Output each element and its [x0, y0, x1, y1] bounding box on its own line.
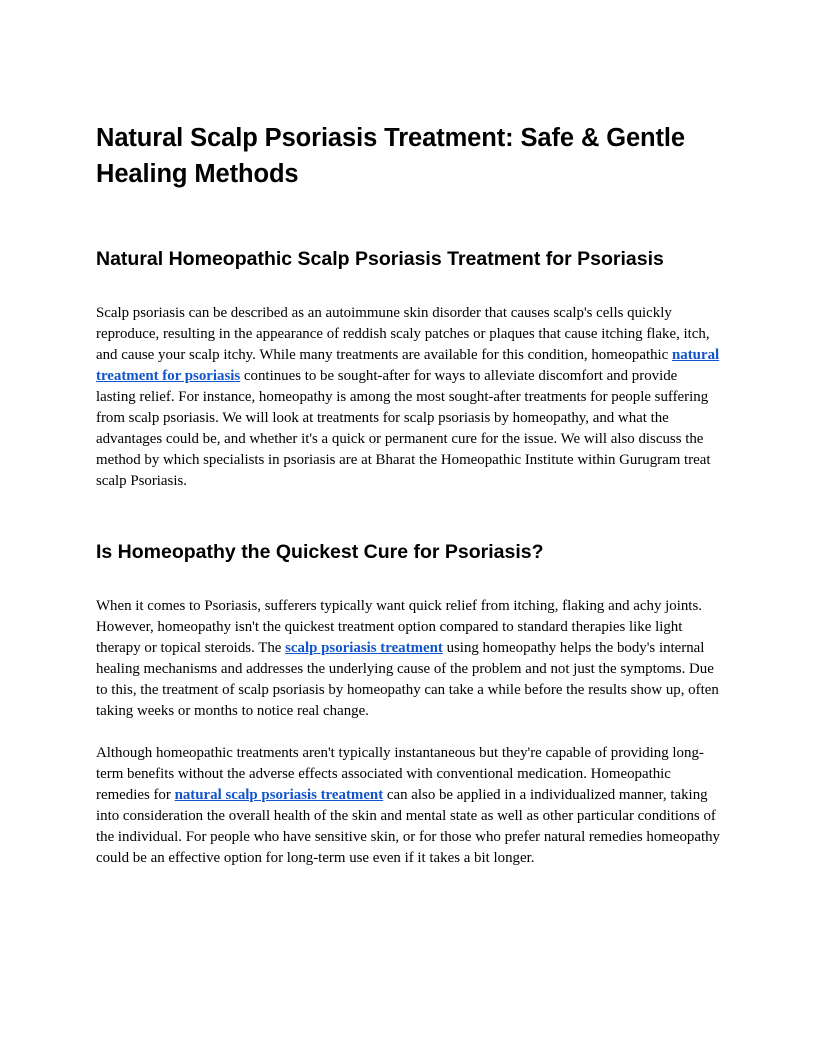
- link-scalp-psoriasis-treatment[interactable]: scalp psoriasis treatment: [285, 640, 443, 656]
- section-heading-quickest-cure: Is Homeopathy the Quickest Cure for Psoriasis?: [96, 541, 544, 563]
- paragraph-text: using homeopathy helps the body's internal healing mechanisms and addresses the underlying cause of the problem and not just the symptoms. Due to this, the treatment of scalp psoriasis by homeopathy can take a while before the results show up, often taking weeks or months to notice real change.: [96, 640, 719, 719]
- paragraph-text: Scalp psoriasis can be described as an autoimmune skin disorder that causes scalp's cells quickly reproduce, resulting in the appearance of reddish scaly patches or plaques that cause itching flake, itch, and cause your scalp itchy. While many treatments are available for this condition, homeopathic: [96, 305, 710, 363]
- paragraph-text: continues to be sought-after for ways to alleviate discomfort and provide lasting relief. For instance, homeopathy is among the most sought-after treatments for people suffering from scalp psoriasis. We will look at treatments for scalp psoriasis by homeopathy, and what the advantages could be, and whether it's a quick or permanent cure for the issue. We will also discuss the method by which specialists in psoriasis are at Bharat the Homeopathic Institute within Gurugram treat scalp Psoriasis.: [96, 368, 711, 489]
- paragraph-text: can also be applied in a individualized manner, taking into consideration the overall health of the skin and mental state as well as other particular conditions of the individual. For people who have sensitive skin, or for those who prefer natural remedies homeopathy could be an effective option for long-term use even if it takes a bit longer.: [96, 787, 721, 866]
- paragraph-intro: [96, 303, 720, 492]
- paragraph-text: Although homeopathic treatments aren't typically instantaneous but they're capable of providing long-term benefits without the adverse effects associated with conventional medication. Homeopathic remedies for: [96, 745, 704, 803]
- link-natural-treatment-for-psoriasis[interactable]: natural treatment for psoriasis: [96, 347, 720, 384]
- page-title: Natural Scalp Psoriasis Treatment: Safe & Gentle Healing Methods: [96, 124, 685, 188]
- paragraph-long-term-benefits: [96, 743, 720, 869]
- section-heading-homeopathic-treatment: Natural Homeopathic Scalp Psoriasis Treatment for Psoriasis: [96, 248, 664, 270]
- paragraph-text: When it comes to Psoriasis, sufferers typically want quick relief from itching, flaking and achy joints. However, homeopathy isn't the quickest treatment option compared to standard therapies like light therapy or topical steroids. The: [96, 598, 702, 656]
- paragraph-quick-relief: [96, 596, 720, 722]
- link-natural-scalp-psoriasis-treatment[interactable]: natural scalp psoriasis treatment: [174, 787, 384, 803]
